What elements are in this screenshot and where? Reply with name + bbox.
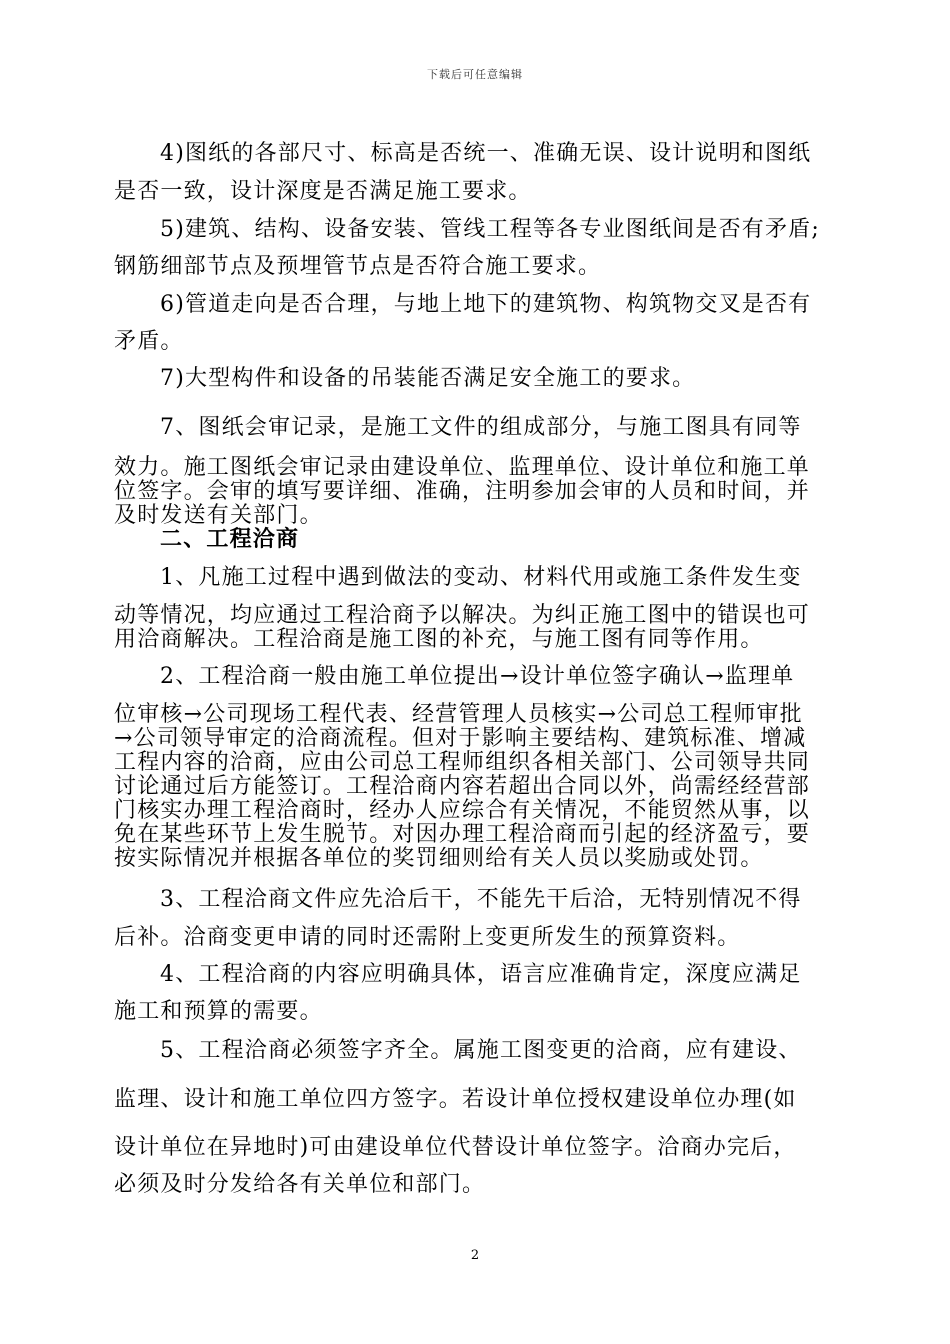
paragraph-line: 7)大型构件和设备的吊装能否满足安全施工的要求。 — [160, 366, 696, 391]
paragraph-line: 5)建筑、结构、设备安装、管线工程等各专业图纸间是否有矛盾; — [160, 217, 820, 242]
paragraph-line: 4)图纸的各部尺寸、标高是否统一、准确无误、设计说明和图纸 — [160, 141, 812, 166]
paragraph-line: 监理、设计和施工单位四方签字。若设计单位授权建设单位办理(如 — [114, 1087, 797, 1112]
paragraph-line: 位审核→公司现场工程代表、经营管理人员核实→公司总工程师审批 — [114, 702, 803, 727]
paragraph-line: 设计单位在异地时)可由建设单位代替设计单位签字。洽商办完后， — [114, 1135, 797, 1160]
paragraph-line: 按实际情况并根据各单位的奖罚细则给有关人员以奖励或处罚。 — [114, 846, 764, 871]
paragraph-line: 及时发送有关部门。 — [114, 503, 323, 528]
paragraph-line: →公司领导审定的洽商流程。但对于影响主要结构、建筑标准、增减 — [114, 726, 807, 751]
paragraph-line: 施工和预算的需要。 — [114, 999, 323, 1024]
paragraph-line: 3、工程洽商文件应先洽后干，不能先干后洽，无特别情况不得 — [160, 887, 802, 912]
page-header: 下载后可任意编辑 — [427, 68, 523, 81]
paragraph-line: 5、工程洽商必须签字齐全。属施工图变更的洽商，应有建设、 — [160, 1038, 802, 1063]
paragraph-line: 动等情况，均应通过工程洽商予以解决。为纠正施工图中的错误也可 — [114, 603, 811, 628]
paragraph-line: 钢筋细部节点及预埋管节点是否符合施工要求。 — [114, 254, 602, 279]
paragraph-line: 4、工程洽商的内容应明确具体，语言应准确肯定，深度应满足 — [160, 962, 802, 987]
paragraph-line: 6)管道走向是否合理，与地上地下的建筑物、构筑物交叉是否有 — [160, 292, 812, 317]
paragraph-line: 用洽商解决。工程洽商是施工图的补充，与施工图有同等作用。 — [114, 627, 764, 652]
paragraph-line: 后补。洽商变更申请的同时还需附上变更所发生的预算资料。 — [114, 925, 741, 950]
page-number: 2 — [470, 1248, 480, 1263]
paragraph-line: 门核实办理工程洽商时，经办人应综合有关情况，不能贸然从事，以 — [114, 798, 811, 823]
paragraph-line: 必须及时分发给各有关单位和部门。 — [114, 1172, 486, 1197]
paragraph-line: 1、凡施工过程中遇到做法的变动、材料代用或施工条件发生变 — [160, 565, 802, 590]
paragraph-line: 讨论通过后方能签订。工程洽商内容若超出合同以外，尚需经经营部 — [114, 774, 811, 799]
paragraph-line: 矛盾。 — [114, 329, 184, 354]
paragraph-line: 7、图纸会审记录，是施工文件的组成部分，与施工图具有同等 — [160, 415, 802, 440]
paragraph-line: 免在某些环节上发生脱节。对因办理工程洽商而引起的经济盈亏，要 — [114, 822, 811, 847]
paragraph-line: 效力。施工图纸会审记录由建设单位、监理单位、设计单位和施工单 — [114, 455, 811, 480]
paragraph-line: 位签字。会审的填写要详细、准确，注明参加会审的人员和时间，并 — [114, 479, 811, 504]
paragraph-line: 2、工程洽商一般由施工单位提出→设计单位签字确认→监理单 — [160, 664, 795, 689]
paragraph-line: 工程内容的洽商，应由公司总工程师组织各相关部门、公司领导共同 — [114, 750, 811, 775]
section-heading: 二、工程洽商 — [160, 526, 300, 552]
paragraph-line: 是否一致，设计深度是否满足施工要求。 — [114, 179, 532, 204]
